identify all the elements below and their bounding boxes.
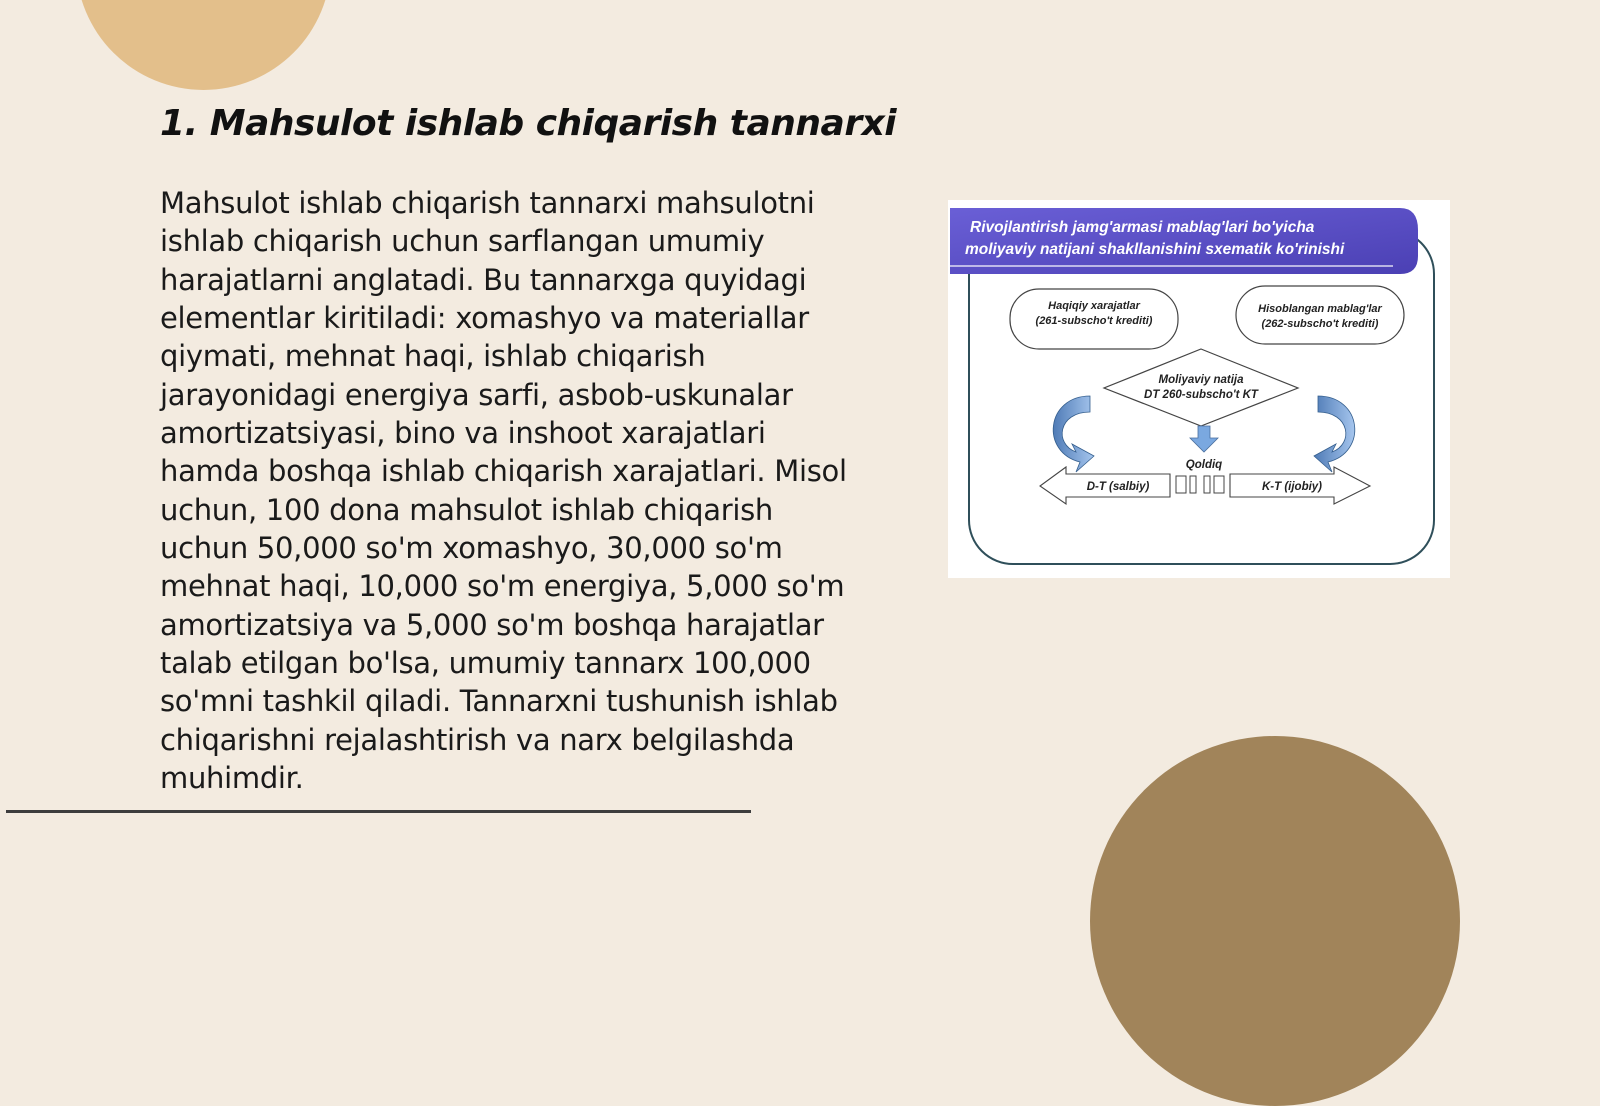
actual-expenses-account: (261-subscho't krediti) (1035, 315, 1153, 327)
financial-result-label: Moliyaviy natija (1158, 374, 1244, 386)
negative-result-label: D-T (salbiy) (1086, 481, 1150, 493)
decorative-circle-top (76, 0, 331, 90)
positive-result-label: K-T (ijobiy) (1261, 481, 1323, 493)
remainder-label: Qoldiq (1185, 459, 1223, 471)
financial-result-account: DT 260-subscho't KT (1144, 389, 1258, 401)
financial-result-diamond (1104, 349, 1298, 426)
financial-result-diagram (948, 200, 1450, 578)
down-arrow (1190, 426, 1218, 452)
accrued-funds-label: Hisoblangan mablag'lar (1258, 303, 1382, 315)
divider-line (6, 810, 751, 813)
diagram-image (948, 200, 1450, 578)
accrued-funds-account: (262-subscho't krediti) (1261, 318, 1379, 330)
slide-body-text: Mahsulot ishlab chiqarish tannarxi mahsulotni ishlab chiqarish uchun sarflangan umumiy harajatlarni anglatadi. Bu tannarxga quyidagi elementlar kiritiladi: xomashyo va materiallar qiymati, mehnat haqi, ishlab chiqarish jarayonidagi energiya sarfi, asbob-uskunalar amortizatsiyasi, bino va inshoot xarajatlari hamda boshqa ishlab chiqarish xarajatlari. Misol uchun, 100 dona mahsulot ishlab chiqarish uchun 50,000 so'm xomashyo, 30,000 so'm mehnat haqi, 10,000 so'm energiya, 5,000 so'm amortizatsiya va 5,000 so'm boshqa harajatlar talab etilgan bo'lsa, umumiy tannarx 100,000 so'mni tashkil qiladi. Tannarxni tushunish ishlab chiqarishni rejalashtirish va narx belgilashda muhimdir. (160, 186, 847, 796)
decorative-circle-bottom (1090, 736, 1460, 1106)
slide-title: 1. Mahsulot ishlab chiqarish tannarxi (160, 103, 897, 144)
accrued-funds-box (1236, 286, 1404, 344)
actual-expenses-label: Haqiqiy xarajatlar (1048, 300, 1140, 312)
remainder-blocks (1176, 476, 1224, 493)
diagram-header-line1: Rivojlantirish jamg'armasi mablag'lari bo'yicha (970, 219, 1315, 236)
right-curved-arrow (1314, 396, 1355, 472)
diagram-header-line2: moliyaviy natijani shakllanishini sxematik ko'rinishi (965, 241, 1345, 258)
left-curved-arrow (1053, 396, 1094, 472)
